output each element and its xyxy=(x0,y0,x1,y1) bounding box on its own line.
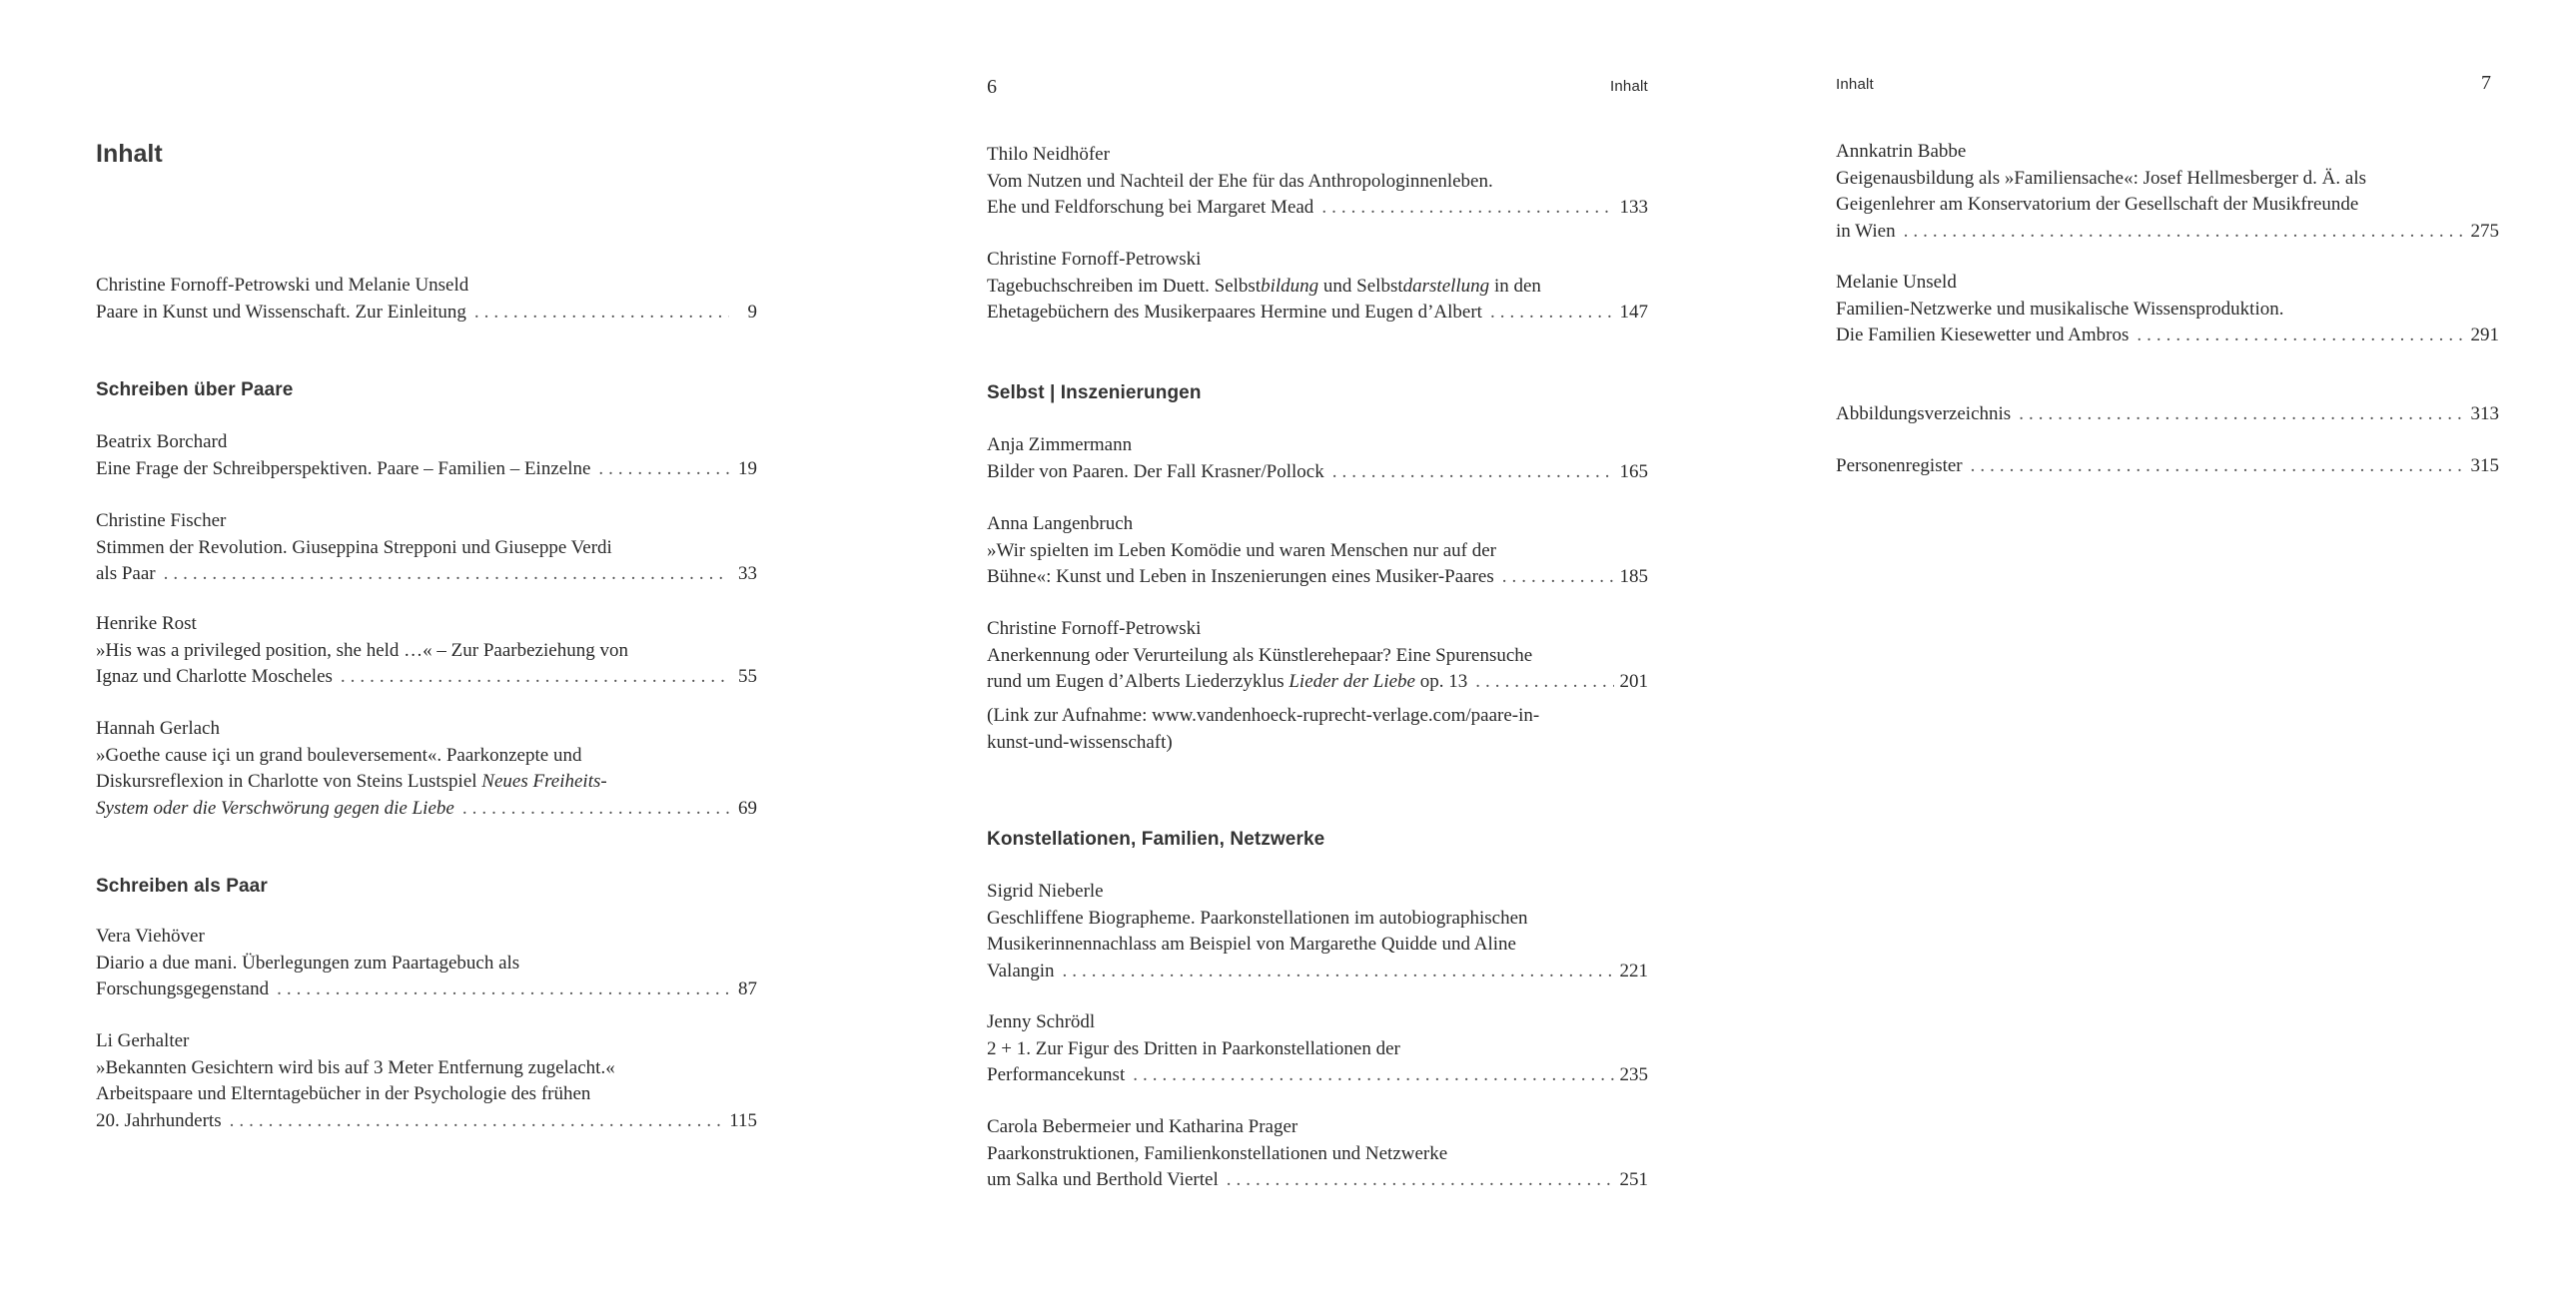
entry-author: Thilo Neidhöfer xyxy=(987,144,1110,165)
entry-author: Hannah Gerlach xyxy=(96,718,220,739)
entry-page: 115 xyxy=(729,1109,757,1131)
entry-page: 315 xyxy=(2470,455,2499,476)
entry-author: Christine Fischer xyxy=(96,510,227,531)
entry-author: Annkatrin Babbe xyxy=(1836,141,1967,162)
entry-page: 185 xyxy=(1619,566,1648,587)
entry-author: Beatrix Borchard xyxy=(96,431,228,452)
entry-title: als Paar xyxy=(96,563,156,584)
toc-entry[interactable] xyxy=(987,432,1648,485)
entry-author: Christine Fornoff-Petrowski xyxy=(987,249,1202,270)
entry-page: 33 xyxy=(738,563,757,584)
entry-title-line: und Selbst xyxy=(1318,275,1403,297)
entry-title-line: Vom Nutzen und Nachteil der Ehe für das Anthropologinnenleben. xyxy=(987,170,1493,192)
entry-author: Christine Fornoff-Petrowski und Melanie Unseld xyxy=(96,275,469,296)
entry-page: 201 xyxy=(1619,671,1648,692)
note-line: kunst-und-wissenschaft) xyxy=(987,731,1173,753)
entry-title: Performancekunst xyxy=(987,1064,1126,1085)
entry-author: Melanie Unseld xyxy=(1836,272,1957,293)
entry-title-line: Diario a due mani. Überlegungen zum Paartagebuch als xyxy=(96,952,520,974)
entry-title: Bilder von Paaren. Der Fall Krasner/Pollock xyxy=(987,460,1324,482)
entry-title: Die Familien Kiesewetter und Ambros xyxy=(1836,324,2130,345)
entry-title-line: »Goethe cause içi un grand bouleversement«. Paarkonzepte und xyxy=(96,744,582,766)
entry-page: 9 xyxy=(747,301,757,323)
entry-title: rund um Eugen d’Alberts Liederzyklus xyxy=(987,671,1289,692)
entry-title: Bühne«: Kunst und Leben in Inszenierungen eines Musiker-Paares xyxy=(987,566,1494,587)
toc-entry-personenregister[interactable] xyxy=(1836,453,2499,480)
toc-entry[interactable] xyxy=(96,429,757,482)
entry-page: 165 xyxy=(1619,460,1648,482)
entry-page: 221 xyxy=(1619,960,1648,981)
entry-page: 69 xyxy=(738,797,757,819)
toc-entry[interactable] xyxy=(987,511,1648,591)
entry-author: Anja Zimmermann xyxy=(987,434,1133,455)
toc-entry[interactable] xyxy=(1836,139,2499,245)
entry-title-italic: Neues Freiheits- xyxy=(481,771,607,792)
section-heading: Konstellationen, Familien, Netzwerke xyxy=(987,829,1325,850)
entry-title-line: Anerkennung oder Verurteilung als Künstlerehepaar? Eine Spurensuche xyxy=(987,644,1533,666)
toc-entry[interactable] xyxy=(987,142,1648,222)
entry-author: Jenny Schrödl xyxy=(987,1011,1096,1032)
toc-entry[interactable] xyxy=(987,879,1648,984)
entry-page: 291 xyxy=(2470,324,2499,345)
section-heading: Schreiben als Paar xyxy=(96,876,268,897)
entry-author: Anna Langenbruch xyxy=(987,513,1134,534)
entry-title: Eine Frage der Schreibperspektiven. Paare – Familien – Einzelne xyxy=(96,457,591,479)
section-heading: Selbst | Inszenierungen xyxy=(987,382,1202,403)
toc-entry-abbildungsverzeichnis[interactable] xyxy=(1836,401,2499,428)
toc-entry[interactable] xyxy=(96,716,757,822)
entry-title-line: Geigenausbildung als »Familiensache«: Josef Hellmesberger d. Ä. als xyxy=(1836,167,2366,189)
running-head: Inhalt xyxy=(1836,76,1874,93)
entry-title: op. 13 xyxy=(1415,671,1468,692)
toc-entry[interactable] xyxy=(96,611,757,691)
entry-title-line: Stimmen der Revolution. Giuseppina Strepponi und Giuseppe Verdi xyxy=(96,536,612,558)
entry-title: um Salka und Berthold Viertel xyxy=(987,1169,1219,1190)
main-title: Inhalt xyxy=(96,140,163,168)
entry-title: Ehetagebüchern des Musikerpaares Hermine und Eugen d’Albert xyxy=(987,302,1482,323)
running-head: Inhalt xyxy=(1610,78,1648,95)
entry-page: 133 xyxy=(1619,197,1648,218)
entry-title-line: Tagebuchschreiben im Duett. Selbst xyxy=(987,275,1262,297)
entry-author: Christine Fornoff-Petrowski xyxy=(987,618,1202,639)
toc-entry[interactable] xyxy=(987,1114,1648,1194)
entry-title: Personenregister xyxy=(1836,455,1963,476)
entry-title: Ehe und Feldforschung bei Margaret Mead xyxy=(987,197,1314,218)
entry-page: 235 xyxy=(1619,1064,1648,1085)
entry-title-italic: Lieder der Liebe xyxy=(1288,671,1415,692)
entry-title-line: »Wir spielten im Leben Komödie und waren Menschen nur auf der xyxy=(987,539,1496,561)
entry-title: System oder die Verschwörung gegen die Liebe xyxy=(96,797,454,819)
entry-title-line: »His was a privileged position, she held …« – Zur Paarbeziehung von xyxy=(96,639,628,661)
entry-title-italic: darstellung xyxy=(1402,275,1490,297)
entry-title-line: Paarkonstruktionen, Familienkonstellationen und Netzwerke xyxy=(987,1142,1448,1164)
toc-entry[interactable] xyxy=(987,247,1648,326)
page-number: 7 xyxy=(2481,72,2491,94)
entry-title: Valangin xyxy=(987,960,1055,981)
toc-entry[interactable] xyxy=(1836,270,2499,349)
entry-title-line: Musikerinnennachlass am Beispiel von Margarethe Quidde und Aline xyxy=(987,934,1516,955)
entry-title: in Wien xyxy=(1836,220,1896,242)
toc-entry[interactable] xyxy=(96,273,757,325)
entry-page: 275 xyxy=(2470,220,2499,242)
entry-title-line: Geigenlehrer am Konservatorium der Gesellschaft der Musikfreunde xyxy=(1836,194,2359,215)
entry-title-italic: bildung xyxy=(1261,275,1319,297)
toc-entry[interactable] xyxy=(96,924,757,1003)
entry-title-line: Diskursreflexion in Charlotte von Steins Lustspiel xyxy=(96,771,477,792)
entry-title-line: 2 + 1. Zur Figur des Dritten in Paarkonstellationen der xyxy=(987,1037,1400,1059)
entry-author: Li Gerhalter xyxy=(96,1030,190,1051)
page-number: 6 xyxy=(987,76,997,98)
entry-author: Carola Bebermeier und Katharina Prager xyxy=(987,1116,1298,1137)
entry-title-line: Geschliffene Biographeme. Paarkonstellationen im autobiographischen xyxy=(987,907,1528,929)
entry-page: 19 xyxy=(738,457,757,479)
entry-title: Ignaz und Charlotte Moscheles xyxy=(96,666,333,687)
entry-title: Forschungsgegenstand xyxy=(96,978,270,999)
entry-title: Paare in Kunst und Wissenschaft. Zur Einleitung xyxy=(96,301,466,323)
entry-author: Vera Viehöver xyxy=(96,926,205,947)
toc-entry[interactable] xyxy=(987,616,1648,696)
entry-title-line: Arbeitspaare und Elterntagebücher in der Psychologie des frühen xyxy=(96,1083,591,1104)
entry-author: Henrike Rost xyxy=(96,613,197,634)
entry-page: 55 xyxy=(738,666,757,687)
note-line: (Link zur Aufnahme: www.vandenhoeck-ruprecht-verlage.com/paare-in- xyxy=(987,705,1540,726)
recording-link-note[interactable] xyxy=(987,703,1648,756)
entry-title-line: »Bekannten Gesichtern wird bis auf 3 Meter Entfernung zugelacht.« xyxy=(96,1056,615,1078)
entry-page: 87 xyxy=(738,978,757,999)
entry-title: Abbildungsverzeichnis xyxy=(1836,403,2012,424)
entry-title: 20. Jahrhunderts xyxy=(96,1109,222,1131)
section-heading: Schreiben über Paare xyxy=(96,379,294,400)
entry-title-line: Familien-Netzwerke und musikalische Wissensproduktion. xyxy=(1836,298,2284,320)
toc-entry[interactable] xyxy=(96,508,757,588)
entry-page: 313 xyxy=(2470,403,2499,424)
entry-author: Sigrid Nieberle xyxy=(987,881,1104,902)
toc-entry[interactable] xyxy=(987,1009,1648,1089)
toc-entry[interactable] xyxy=(96,1028,757,1134)
entry-title-line: in den xyxy=(1489,275,1541,297)
entry-page: 251 xyxy=(1619,1169,1648,1190)
entry-page: 147 xyxy=(1619,302,1648,323)
